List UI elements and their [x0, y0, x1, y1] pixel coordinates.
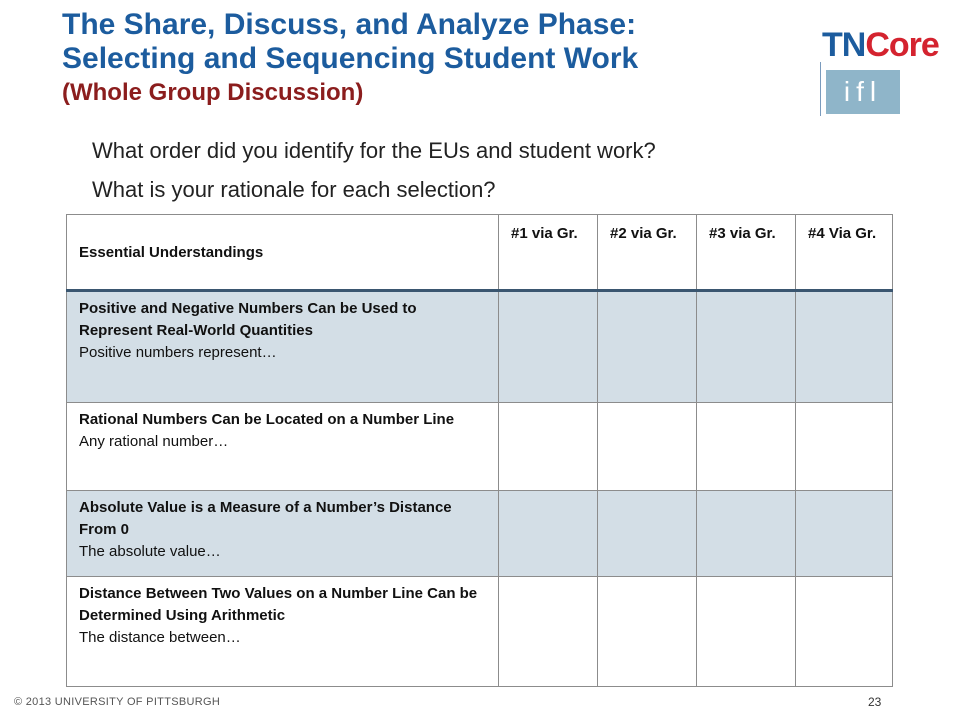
- eu-title: Rational Numbers Can be Located on a Number Line: [79, 411, 455, 428]
- ifl-logo-box: ifl: [826, 70, 900, 114]
- eu-title: Distance Between Two Values on a Number Line Can be Determined Using Arithmetic: [79, 585, 478, 624]
- header-number-4: #4 Via Gr.: [796, 215, 893, 291]
- question-rationale: What is your rationale for each selection?: [92, 177, 496, 202]
- page-title-line-2: Selecting and Sequencing Student Work: [62, 42, 639, 75]
- logo-divider: [820, 62, 821, 116]
- order-cell-4[interactable]: [796, 491, 893, 577]
- eu-detail: The absolute value…: [79, 543, 221, 560]
- page-title-line-1: The Share, Discuss, and Analyze Phase:: [62, 8, 637, 41]
- order-cell-4[interactable]: [796, 577, 893, 687]
- footer-copyright: © 2013 UNIVERSITY OF PITTSBURGH: [14, 696, 221, 708]
- order-cell-2[interactable]: [598, 291, 697, 403]
- eu-detail: The distance between…: [79, 629, 241, 646]
- order-cell-3[interactable]: [697, 491, 796, 577]
- table-row: [67, 491, 893, 577]
- table-row: [67, 291, 893, 403]
- order-cell-4[interactable]: [796, 291, 893, 403]
- header-essential-understandings: Essential Understandings: [67, 215, 499, 291]
- order-cell-3[interactable]: [697, 291, 796, 403]
- order-cell-1[interactable]: [499, 403, 598, 491]
- order-cell-3[interactable]: [697, 577, 796, 687]
- eu-cell: [67, 291, 499, 403]
- eu-title: Absolute Value is a Measure of a Number’s Distance From 0: [79, 499, 452, 538]
- eu-title: Positive and Negative Numbers Can be Used to Represent Real-World Quantities: [79, 300, 417, 339]
- page-subtitle: (Whole Group Discussion): [62, 79, 364, 106]
- order-cell-4[interactable]: [796, 403, 893, 491]
- header-number-1: #1 via Gr.: [499, 215, 598, 291]
- tncore-logo-text: [822, 26, 939, 64]
- order-cell-2[interactable]: [598, 491, 697, 577]
- question-order: What order did you identify for the EUs and student work?: [92, 138, 656, 163]
- order-cell-1[interactable]: [499, 577, 598, 687]
- eu-cell: [67, 577, 499, 687]
- order-cell-2[interactable]: [598, 403, 697, 491]
- logo-tn: TN: [822, 26, 866, 64]
- logo-core: Core: [865, 26, 939, 64]
- table-header-row: [67, 215, 893, 291]
- order-cell-2[interactable]: [598, 577, 697, 687]
- order-cell-3[interactable]: [697, 403, 796, 491]
- essential-understandings-table: [66, 214, 893, 687]
- tncore-ifl-logo: [818, 26, 948, 116]
- page-number: 23: [868, 695, 882, 709]
- order-cell-1[interactable]: [499, 491, 598, 577]
- table-row: [67, 577, 893, 687]
- order-cell-1[interactable]: [499, 291, 598, 403]
- title-block: [62, 8, 802, 108]
- eu-cell: [67, 403, 499, 491]
- header-number-3: #3 via Gr.: [697, 215, 796, 291]
- eu-cell: [67, 491, 499, 577]
- eu-detail: Any rational number…: [79, 433, 229, 450]
- eu-detail: Positive numbers represent…: [79, 344, 277, 361]
- table-row: [67, 403, 893, 491]
- header-number-2: #2 via Gr.: [598, 215, 697, 291]
